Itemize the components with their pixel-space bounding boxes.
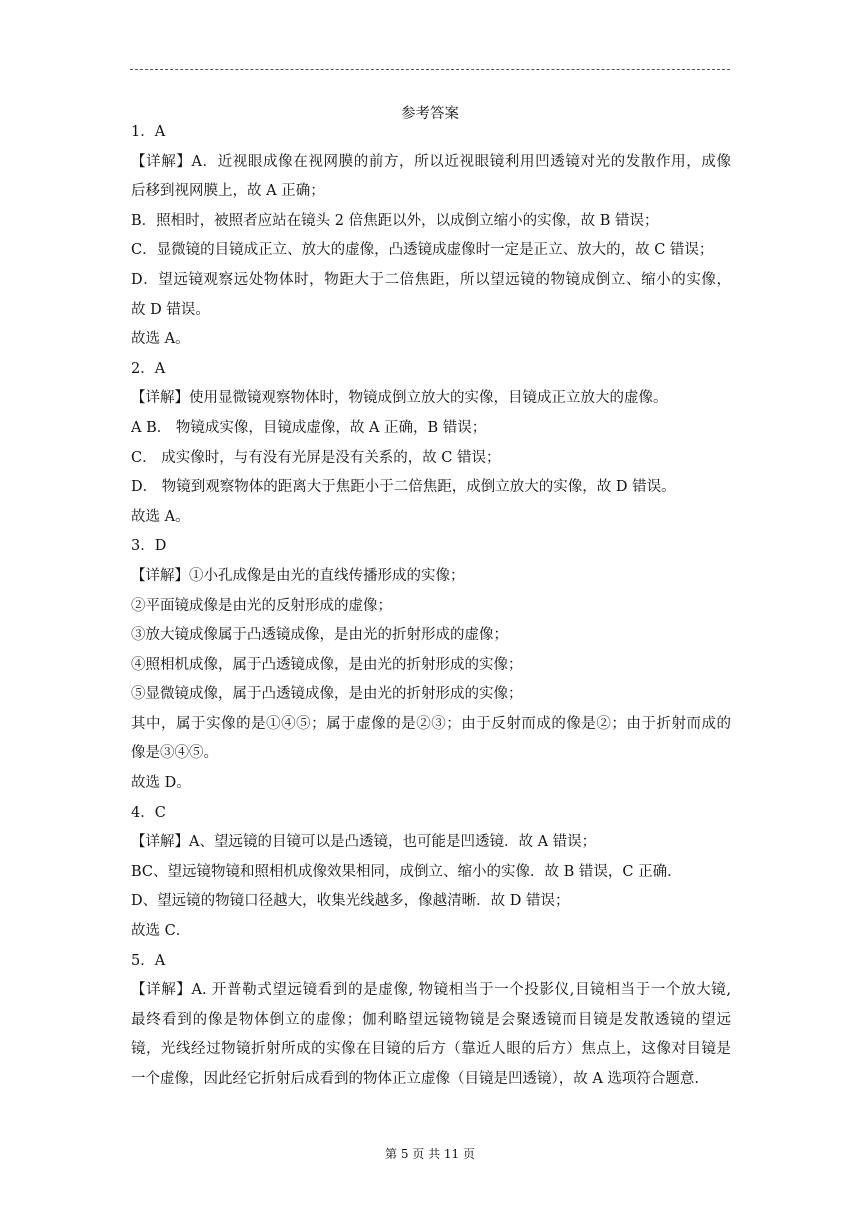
text-line: C．显微镜的目镜成正立、放大的虚像，凸透镜成虚像时一定是正立、放大的，故 C 错误；: [131, 242, 714, 259]
text-line: B．照相时，被照者应站在镜头 2 倍焦距以外，以成倒立缩小的实像，故 B 错误；: [131, 212, 659, 229]
page-title: 参考答案: [401, 106, 459, 122]
text-line: D．望远镜观察远处物体时，物距大于二倍焦距，所以望远镜的物镜成倒立、缩小的实像，: [131, 271, 731, 288]
text-line: 【详解】A. 开普勒式望远镜看到的是虚像, 物镜相当于一个投影仪,目镜相当于一个放大镜,: [131, 982, 731, 999]
text-line: 【详解】①小孔成像是由光的直线传播形成的实像；: [131, 567, 465, 584]
text-line: ③放大镜成像属于凸透镜成像，是由光的折射形成的虚像；: [131, 627, 508, 644]
text-line: 最终看到的像是物体倒立的虚像；伽利略望远镜物镜是会聚透镜而目镜是发散透镜的望远: [131, 1011, 731, 1028]
text-line: 一个虚像，因此经它折射后成看到的物体正立虚像（目镜是凹透镜），故 A 选项符合题意.: [131, 1071, 700, 1087]
text-line: 【详解】使用显微镜观察物体时，物镜成倒立放大的实像，目镜成正立放大的虚像。: [131, 390, 668, 407]
text-line: 其中，属于实像的是①④⑤；属于虚像的是②③；由于反射而成的像是②；由于折射而成的: [131, 715, 731, 732]
text-line: 后移到视网膜上，故 A 正确；: [131, 183, 325, 200]
question-number: 4．C: [131, 804, 166, 821]
text-line: 故 D 错误。: [131, 301, 210, 318]
text-line: BC、望远镜物镜和照相机成像效果相同，成倒立、缩小的实像．故 B 错误，C 正确．: [131, 863, 682, 880]
text-line: 故选 D。: [131, 775, 191, 792]
text-line: A B． 物镜成实像，目镜成虚像，故 A 正确，B 错误；: [131, 419, 487, 436]
text-line: D、望远镜的物镜口径越大，收集光线越多，像越清晰．故 D 错误；: [131, 893, 570, 910]
page-footer: 第 5 页 共 11 页: [385, 1147, 475, 1161]
text-line: C． 成实像时，与有没有光屏是没有关系的，故 C 错误；: [131, 449, 501, 466]
question-number: 5．A: [131, 952, 166, 969]
text-line: 故选 C．: [131, 923, 191, 940]
text-line: ⑤显微镜成像，属于凸透镜成像，是由光的折射形成的实像；: [131, 686, 523, 703]
header-dashed-rule: [130, 69, 730, 70]
question-number: 2．A: [131, 360, 166, 377]
question-number: 1．A: [131, 124, 166, 140]
answer-body: [131, 118, 731, 1095]
text-line: 像是③④⑤。: [131, 745, 218, 762]
text-line: 【详解】A．近视眼成像在视网膜的前方，所以近视眼镜利用凹透镜对光的发散作用，成像: [131, 153, 731, 170]
text-line: 故选 A。: [131, 331, 190, 348]
text-line: D． 物镜到观察物体的距离大于焦距小于二倍焦距，成倒立放大的实像，故 D 错误。: [131, 479, 676, 496]
text-line: ②平面镜成像是由光的反射形成的虚像；: [131, 597, 392, 614]
text-line: 镜，光线经过物镜折射所成的实像在目镜的后方（靠近人眼的后方）焦点上，这像对目镜是: [131, 1041, 731, 1058]
text-line: 故选 A。: [131, 508, 190, 525]
question-number: 3．D: [131, 538, 167, 555]
text-line: 【详解】A、望远镜的目镜可以是凸透镜，也可能是凹透镜．故 A 错误；: [131, 834, 597, 851]
text-line: ④照相机成像，属于凸透镜成像，是由光的折射形成的实像；: [131, 656, 523, 673]
